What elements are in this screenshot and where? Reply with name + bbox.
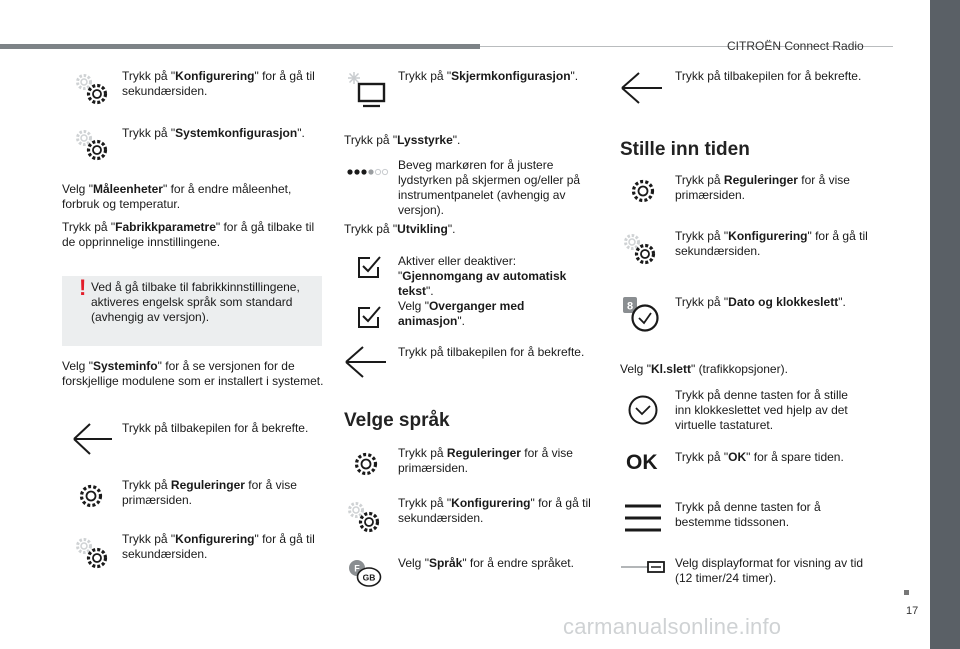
step-change-language: Velg "Språk" for å endre språket.	[398, 556, 574, 570]
paragraph-clock: Velg "Kl.slett" (trafikkopsjoner).	[620, 362, 788, 376]
page-number: 17	[906, 605, 919, 617]
settings-gear-icon	[352, 450, 380, 478]
step-back-confirm-2: Trykk på tilbakepilen for å bekrefte.	[398, 345, 585, 359]
step-screen-configuration: Trykk på "Skjermkonfigurasjon".	[398, 69, 579, 83]
brightness-slider-icon	[346, 166, 392, 178]
header-title: CITROËN Connect Radio	[727, 39, 864, 53]
menu-list-icon	[624, 501, 662, 533]
step-open-configuration-4: Trykk på "Konfigurering" for å gå til sekundærsiden.	[675, 229, 868, 258]
back-arrow-icon	[620, 70, 664, 106]
paragraph-brightness: Trykk på "Lysstyrke".	[344, 133, 461, 147]
settings-gear-icon	[77, 482, 105, 510]
settings-gear-icon	[629, 177, 657, 205]
screen-brightness-icon	[344, 70, 388, 108]
heading-select-language: Velge språk	[344, 410, 450, 431]
step-back-confirm: Trykk på tilbakepilen for å bekrefte.	[122, 421, 309, 435]
step-system-configuration: Trykk på "Systemkonfigurasjon".	[122, 126, 305, 140]
toggle-slider-icon	[620, 560, 666, 574]
confirm-check-circle-icon	[626, 395, 660, 425]
svg-text:GB: GB	[362, 572, 376, 583]
paragraph-units: Velg "Måleenheter" for å endre måleenhet, forbruk og temperatur.	[62, 182, 292, 211]
header-bar	[0, 44, 480, 49]
step-back-confirm-3: Trykk på tilbakepilen for å bekrefte.	[675, 69, 862, 83]
settings-gear-pair-icon	[72, 70, 114, 108]
settings-gear-pair-icon	[620, 230, 662, 268]
step-open-configuration-2: Trykk på "Konfigurering" for å gå til sekundærsiden.	[122, 532, 315, 561]
back-arrow-icon	[72, 421, 114, 457]
step-open-settings-3: Trykk på Reguleringer for å vise primærsiden.	[675, 173, 850, 202]
step-open-settings: Trykk på Reguleringer for å vise primærsiden.	[122, 478, 297, 507]
step-adjust-brightness: Beveg markøren for å justere lydstyrken på skjermen og/eller på instrumentpanelet (avhengig av versjon).	[398, 158, 581, 217]
checkbox-checked-icon	[356, 305, 382, 329]
step-open-configuration: Trykk på "Konfigurering" for å gå til sekundærsiden.	[122, 69, 315, 98]
page-marker	[904, 590, 909, 595]
date-time-clock-icon	[622, 296, 662, 334]
step-date-and-time: Trykk på "Dato og klokkeslett".	[675, 295, 846, 309]
settings-gear-pair-icon	[72, 126, 114, 164]
side-tab	[930, 0, 960, 649]
settings-gear-pair-icon	[344, 498, 386, 536]
back-arrow-icon	[344, 344, 388, 380]
watermark: carmanualsonline.info	[563, 614, 782, 639]
paragraph-system-info: Velg "Systeminfo" for å se versjonen for de forskjellige modulene som er installert i systemet.	[62, 359, 324, 388]
svg-text:8: 8	[626, 300, 634, 313]
paragraph-development: Trykk på "Utvikling".	[344, 222, 456, 236]
step-open-configuration-3: Trykk på "Konfigurering" for å gå til sekundærsiden.	[398, 496, 591, 525]
step-toggle-auto-text: Aktiver eller deaktiver: "Gjennomgang av automatisk tekst".	[398, 254, 567, 298]
step-set-clock-keyboard: Trykk på denne tasten for å stille inn klokkeslettet ved hjelp av det virtuelle tastaturet.	[675, 388, 848, 432]
step-toggle-animations: Velg "Overganger med animasjon".	[398, 299, 525, 328]
warning-icon: !	[79, 275, 87, 300]
step-save-time: Trykk på "OK" for å spare tiden.	[675, 450, 844, 464]
step-time-zone: Trykk på denne tasten for å bestemme tidssonen.	[675, 500, 821, 529]
step-time-format: Velg displayformat for visning av tid (12 timer/24 timer).	[675, 556, 864, 585]
svg-text:F: F	[354, 563, 360, 574]
heading-set-time: Stille inn tiden	[620, 139, 750, 160]
ok-button-icon: OK	[626, 451, 658, 474]
warning-note-text: Ved å gå tilbake til fabrikkinnstillingene, aktiveres engelsk språk som standard (avhengig av versjon).	[91, 280, 300, 324]
settings-gear-pair-icon	[72, 534, 114, 572]
paragraph-factory-reset: Trykk på "Fabrikkparametre" for å gå tilbake til de opprinnelige innstillingene.	[62, 220, 315, 249]
step-open-settings-2: Trykk på Reguleringer for å vise primærsiden.	[398, 446, 573, 475]
language-speech-bubble-icon	[347, 558, 385, 590]
checkbox-checked-icon	[356, 255, 382, 279]
